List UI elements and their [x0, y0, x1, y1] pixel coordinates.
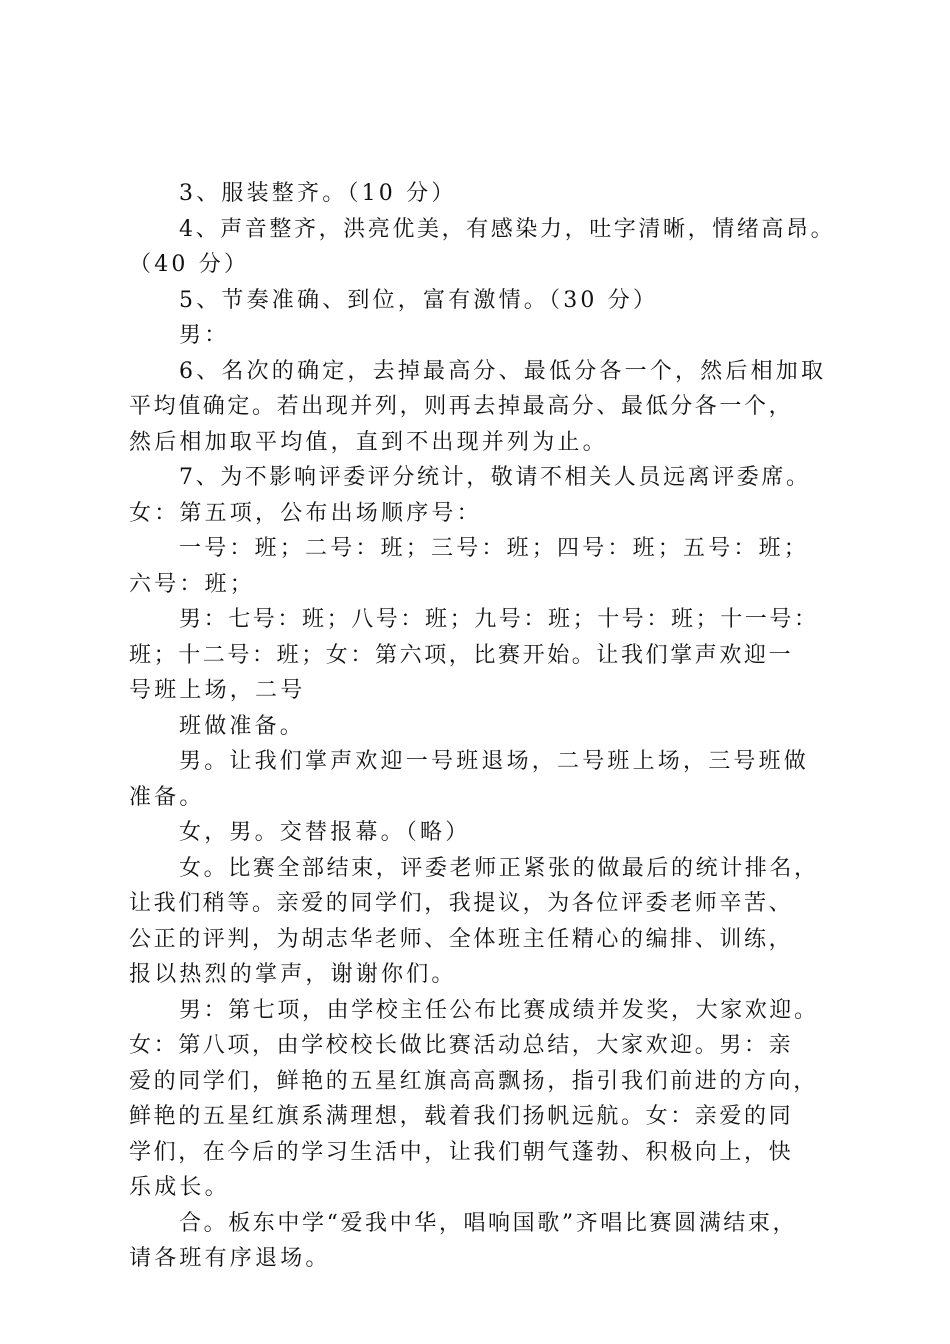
- text-line: 请各班有序退场。: [129, 1246, 331, 1271]
- text-line: 女，男。交替报幕。（略）: [179, 820, 471, 845]
- text-line: 公正的评判，为胡志华老师、全体班主任精心的编排、训练，: [129, 926, 794, 952]
- text-line: 六号：班；: [129, 571, 256, 597]
- text-line: 爱的同学们，鲜艳的五星红旗高高飘扬，指引我们前进的方向，: [129, 1068, 818, 1094]
- text-line: 女。比赛全部结束，评委老师正紧张的做最后的统计排名，: [179, 855, 819, 881]
- text-line: 班；十二号：班；女：第六项，比赛开始。让我们掌声欢迎一: [129, 642, 794, 668]
- text-line: 男：第七项，由学校主任公布比赛成绩并发奖，大家欢迎。: [179, 997, 819, 1023]
- text-line: 5、节奏准确、到位，富有激情。（30 分）: [179, 287, 659, 313]
- text-line: 3、服装整齐。（10 分）: [179, 181, 457, 206]
- text-line: 平均值确定。若出现并列，则再去掉最高分、最低分各一个，: [129, 394, 794, 419]
- text-line: 6、名次的确定，去掉最高分、最低分各一个，然后相加取: [179, 358, 827, 384]
- document-body: [129, 176, 849, 1277]
- text-line: 准备。: [129, 784, 205, 810]
- text-line: 女：第八项，由学校校长做比赛活动总结，大家欢迎。男：亲: [129, 1033, 794, 1058]
- text-line: 男：七号：班；八号：班；九号：班；十号：班；十一号：: [179, 607, 819, 632]
- text-line: 让我们稍等。亲爱的同学们，我提议，为各位评委老师辛苦、: [129, 891, 794, 916]
- text-line: 一号：班；二号：班；三号：班；四号：班；五号：班；: [179, 536, 810, 561]
- text-line: （40 分）: [129, 252, 250, 277]
- text-line: 男：: [179, 323, 230, 348]
- text-line: 合。板东中学“爱我中华，唱响国歌”齐唱比赛圆满结束，: [179, 1210, 798, 1236]
- text-line: 7、为不影响评委评分统计，敬请不相关人员远离评委席。: [179, 465, 811, 490]
- text-line: 鲜艳的五星红旗系满理想，载着我们扬帆远航。女：亲爱的同: [129, 1104, 794, 1129]
- text-line: 4、声音整齐，洪亮优美，有感染力，吐字清晰，情绪高昂。: [179, 216, 836, 242]
- text-line: 男。让我们掌声欢迎一号班退场，二号班上场，三号班做: [179, 749, 810, 774]
- text-line: 班做准备。: [179, 713, 306, 739]
- text-line: 号班上场，二号: [129, 678, 306, 703]
- text-line: 学们，在今后的学习生活中，让我们朝气蓬勃、积极向上，快: [129, 1139, 794, 1165]
- text-line: 女：第五项，公布出场顺序号：: [129, 500, 482, 526]
- text-line: 报以热烈的掌声，谢谢你们。: [129, 962, 457, 987]
- text-line: 然后相加取平均值，直到不出现并列为止。: [129, 429, 608, 455]
- text-line: 乐成长。: [129, 1175, 230, 1200]
